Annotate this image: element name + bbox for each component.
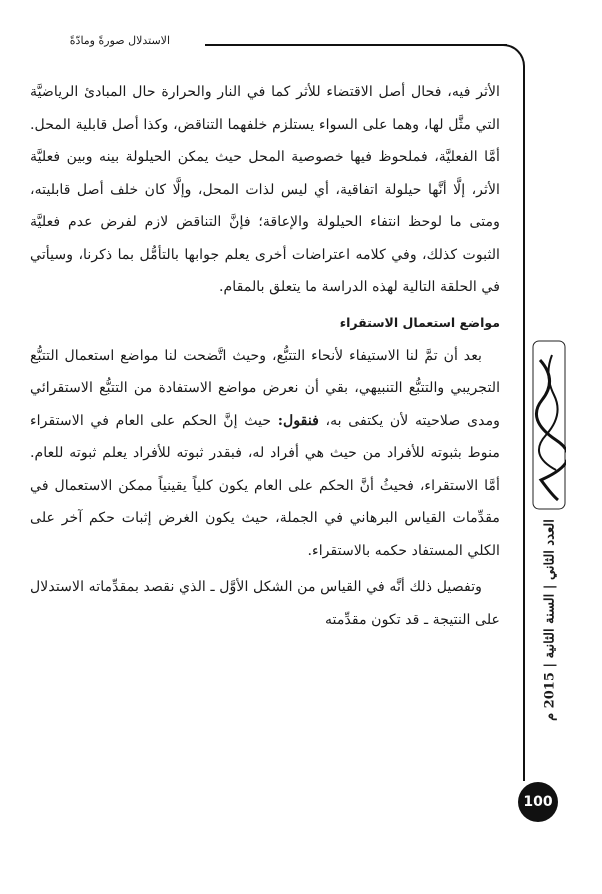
- journal-logo: [532, 340, 566, 510]
- text-line: نعرض مواضع الاستفادة من التتبُّع الاستقرائي ومدى: [30, 380, 501, 429]
- text-line: بعد أن تمَّ لنا الاستيفاء لأنحاء التتبُّع، وحيث اتَّضحت: [183, 347, 483, 364]
- text-line: حيث إنَّ الحكم على العام: [115, 412, 272, 429]
- side-rule: [523, 68, 525, 781]
- text-line: خلفهما التناقض، وكذا أصل قابلية المحل. أمَّا الفعليَّة،: [30, 116, 500, 165]
- issue-label: العدد الثاني | السنة الثانية | 2015 م: [542, 519, 558, 721]
- running-title: الاستدلال صورةً ومادّةً: [69, 34, 170, 47]
- text-line: الأثر فيه، فحال أصل الاقتضاء للأثر كما في النار والحرارة: [161, 84, 501, 100]
- emphasis-word: فنقول:: [277, 412, 319, 429]
- section-heading: مواضع استعمال الاستقراء: [339, 314, 500, 330]
- text-line: فبقدر ثبوته للأفراد يعلم ثبوته للعام. أمَّا الاستقراء، فحيثُ أنَّ: [30, 445, 500, 494]
- text-line: بالتأمُّل بما ذكرنا، وسيأتي في الحلقة التالية لهذه الدراسة ما: [30, 246, 500, 295]
- text-line: إثبات حكم آخر على الكلي المستفاد حكمه بالاستقراء.: [30, 510, 500, 559]
- text-line: مقدِّمات القياس البرهاني في الجملة، حيث يكون الغرض: [158, 510, 500, 526]
- text-line: الثبوت كذلك، وفي كلامه اعتراضات أخرى يعلم جوابها: [184, 246, 500, 263]
- paragraph-2: [30, 340, 500, 568]
- text-line: حال المبادئ الرياضيَّة التي مثَّل لها، وهما على السواء يستلزم: [30, 84, 500, 133]
- paragraph-3: [30, 571, 500, 636]
- page-number: 100: [518, 782, 558, 822]
- frame-corner: [495, 44, 525, 72]
- text-line: وتفصيل ذلك أنَّه في القياس من الشكل الأوَّل ـ الذي: [179, 579, 482, 595]
- header-rule: [205, 44, 507, 46]
- paragraph-1: [30, 76, 500, 304]
- text-line: نقصد بمقدِّماته الاستدلال على النتيجة ـ قد تكون مقدِّمته: [30, 579, 500, 628]
- text-line: المحل، وإلَّا كان خلف أصل قابليته، ومتى ما لوحظ انتفاء: [30, 181, 501, 230]
- text-line: في الاستقراء منوط بثبوته للأفراد من حيث هي أفراد له،: [30, 412, 500, 461]
- journal-logo-text: المعرفة العقلية: [549, 425, 556, 426]
- text-line: يتعلق بالمقام.: [218, 279, 301, 295]
- text-line: صلاحيته لأن يكتفى به،: [325, 412, 461, 429]
- body-text: [30, 76, 500, 636]
- text-line: وبين فعليَّة الأثر، إلَّا أنَّها حيلولة اتفاقية، أي ليس لذات: [30, 149, 500, 198]
- text-line: لنا مواضع استعمال التتبُّع التجريبي والتتبُّع التنبيهي، بقي أن: [30, 347, 501, 396]
- text-line: الحيلولة والإعاقة؛ فإنَّ التناقض لازم لفرض عدم فعليَّة: [30, 214, 363, 230]
- text-line: فملحوظ فيها خصوصية المحل حيث يمكن الحيلولة بينه: [99, 149, 428, 165]
- text-line: الحكم على العام يكون كلياً يقينياً ممكن الاستعمال في: [30, 477, 354, 494]
